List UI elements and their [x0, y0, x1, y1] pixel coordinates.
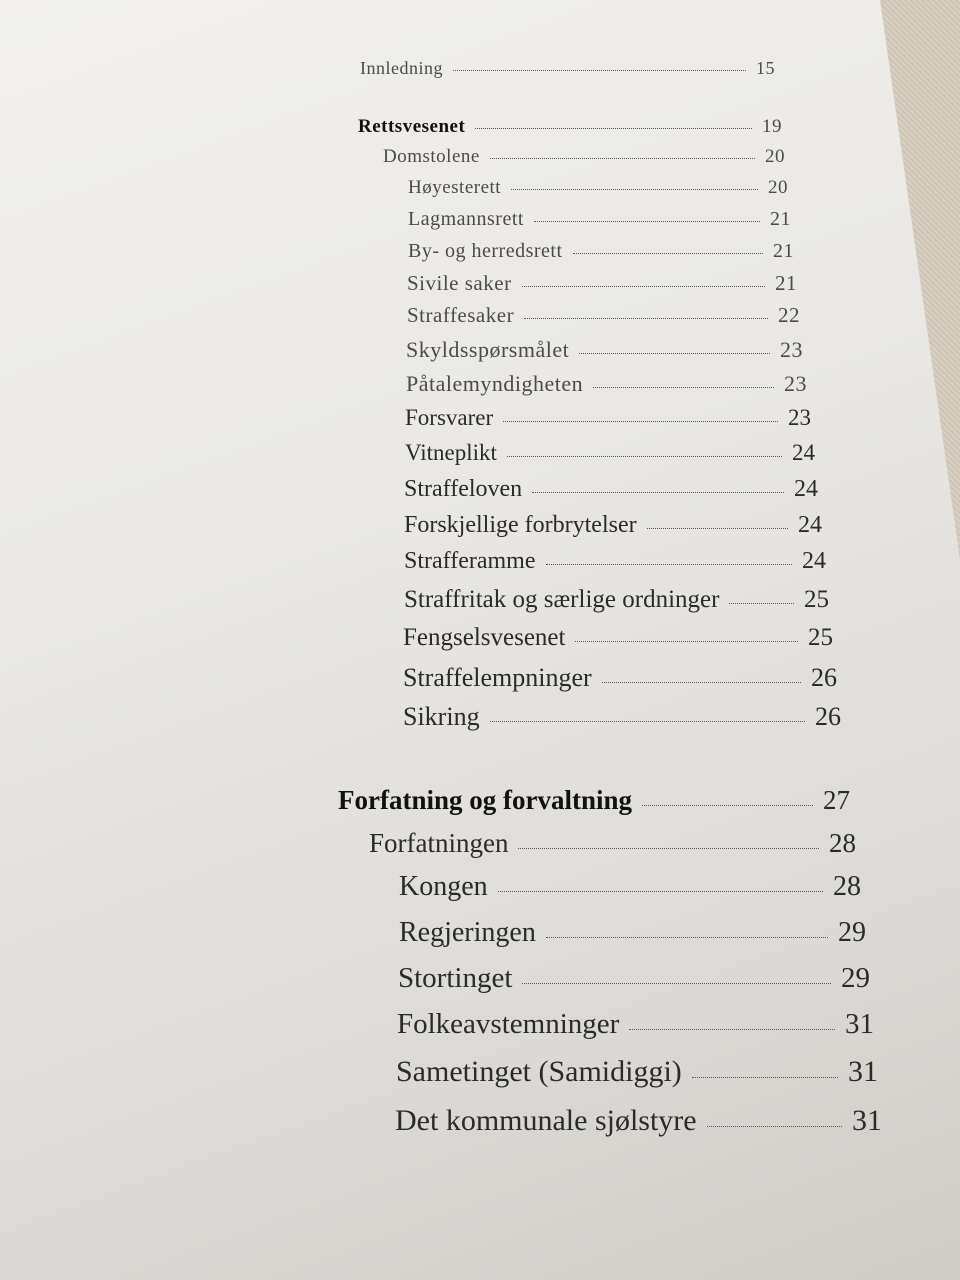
- toc-entry: [403, 663, 837, 693]
- entry-title: Forfatningen: [369, 828, 509, 858]
- dot-leader: [503, 421, 778, 422]
- page-number: 22: [778, 303, 800, 327]
- entry-title: Forsvarer: [405, 405, 494, 430]
- toc-entry: [404, 586, 829, 614]
- page-number: 29: [838, 917, 866, 948]
- toc-entry: [369, 828, 856, 859]
- toc-entry: [406, 371, 807, 397]
- page-number: 24: [798, 512, 822, 538]
- dot-leader: [575, 641, 798, 642]
- dot-leader: [729, 603, 794, 604]
- dot-leader: [524, 318, 768, 319]
- dot-leader: [518, 848, 819, 849]
- entry-title: Sivile saker: [407, 271, 512, 295]
- entry-title: Straffesaker: [407, 303, 515, 327]
- page-number: 24: [792, 440, 815, 465]
- dot-leader: [511, 189, 758, 190]
- page-number: 21: [775, 271, 797, 295]
- page-number: 20: [768, 177, 788, 198]
- toc-entry: [398, 962, 870, 995]
- toc-entry: [360, 58, 775, 79]
- page-number: 23: [780, 337, 803, 362]
- entry-title: Straffeloven: [404, 476, 523, 502]
- page-number: 29: [841, 962, 870, 994]
- dot-leader: [490, 721, 805, 722]
- page-number: 24: [802, 548, 826, 574]
- dot-leader: [629, 1029, 835, 1030]
- dot-leader: [490, 158, 755, 159]
- page-number: 24: [794, 476, 818, 502]
- dot-leader: [522, 983, 831, 984]
- page-number: 23: [784, 371, 807, 396]
- entry-title: By- og herredsrett: [408, 240, 563, 262]
- toc-entry: [399, 917, 866, 949]
- entry-title: Folkeavstemninger: [397, 1008, 620, 1040]
- entry-title: Kongen: [399, 871, 488, 902]
- entry-title: Straffritak og særlige ordninger: [404, 586, 720, 613]
- entry-title: Lagmannsrett: [408, 208, 524, 230]
- dot-leader: [522, 286, 765, 287]
- toc-entry: [404, 548, 826, 575]
- dot-leader: [642, 805, 813, 806]
- entry-title: Forskjellige forbrytelser: [404, 512, 637, 538]
- dot-leader: [579, 353, 770, 354]
- toc-entry: [338, 785, 850, 816]
- entry-title: Strafferamme: [404, 548, 536, 574]
- entry-title: Skyldsspørsmålet: [406, 337, 570, 362]
- dot-leader: [507, 456, 782, 457]
- entry-title: Påtalemyndigheten: [406, 371, 584, 396]
- dot-leader: [593, 387, 774, 388]
- page-number: 26: [811, 663, 837, 692]
- entry-title: Straffelempninger: [403, 663, 592, 692]
- dot-leader: [453, 70, 746, 71]
- dot-leader: [475, 128, 752, 129]
- toc-entry: [403, 702, 841, 732]
- dot-leader: [546, 564, 793, 565]
- toc-entry: [399, 871, 861, 903]
- page-number: 25: [804, 586, 829, 613]
- toc-entry: [407, 303, 800, 328]
- toc-entry: [404, 476, 818, 503]
- page-number: 27: [823, 785, 850, 815]
- page-number: 28: [829, 828, 856, 858]
- page-number: 31: [848, 1055, 878, 1088]
- entry-title: Regjeringen: [399, 917, 536, 948]
- page-number: 15: [756, 58, 775, 78]
- entry-title: Stortinget: [398, 962, 513, 994]
- page-number: 31: [845, 1008, 874, 1040]
- toc-entry: [396, 1055, 878, 1089]
- page-number: 28: [833, 871, 861, 902]
- toc-entry: [408, 208, 791, 231]
- entry-title: Høyesterett: [408, 177, 502, 198]
- toc-entry: [408, 177, 788, 199]
- entry-title: Forfatning og forvaltning: [338, 785, 632, 815]
- dot-leader: [498, 891, 823, 892]
- page-number: 21: [770, 208, 791, 230]
- entry-title: Vitneplikt: [405, 440, 497, 465]
- page-number: 31: [852, 1104, 882, 1137]
- page-number: 20: [765, 146, 785, 167]
- page-number: 21: [773, 240, 794, 262]
- dot-leader: [647, 528, 788, 529]
- toc-entry: [405, 405, 811, 431]
- toc-entry: [397, 1008, 874, 1041]
- entry-title: Fengselsvesenet: [403, 624, 566, 651]
- toc-entry: [395, 1104, 882, 1138]
- toc-entry: [405, 440, 815, 466]
- toc-entry: [404, 512, 822, 539]
- dot-leader: [707, 1126, 842, 1127]
- dot-leader: [692, 1077, 838, 1078]
- toc-entry: [407, 271, 797, 296]
- page-number: 19: [762, 116, 782, 137]
- dot-leader: [573, 253, 763, 254]
- dot-leader: [534, 221, 760, 222]
- entry-title: Det kommunale sjølstyre: [395, 1104, 697, 1137]
- entry-title: Rettsvesenet: [358, 116, 466, 137]
- page-number: 25: [808, 624, 833, 651]
- dot-leader: [546, 937, 828, 938]
- entry-title: Domstolene: [383, 146, 480, 167]
- toc-entry: [358, 116, 782, 138]
- toc-entry: [403, 624, 833, 652]
- entry-title: Sikring: [403, 702, 480, 731]
- dot-leader: [532, 492, 784, 493]
- toc-entry: [383, 146, 785, 168]
- toc-entry: [408, 240, 794, 263]
- page-number: 26: [815, 702, 841, 731]
- page-number: 23: [788, 405, 811, 430]
- dot-leader: [602, 682, 801, 683]
- entry-title: Sametinget (Samidiggi): [396, 1055, 682, 1088]
- entry-title: Innledning: [360, 58, 443, 78]
- toc-entry: [406, 337, 803, 363]
